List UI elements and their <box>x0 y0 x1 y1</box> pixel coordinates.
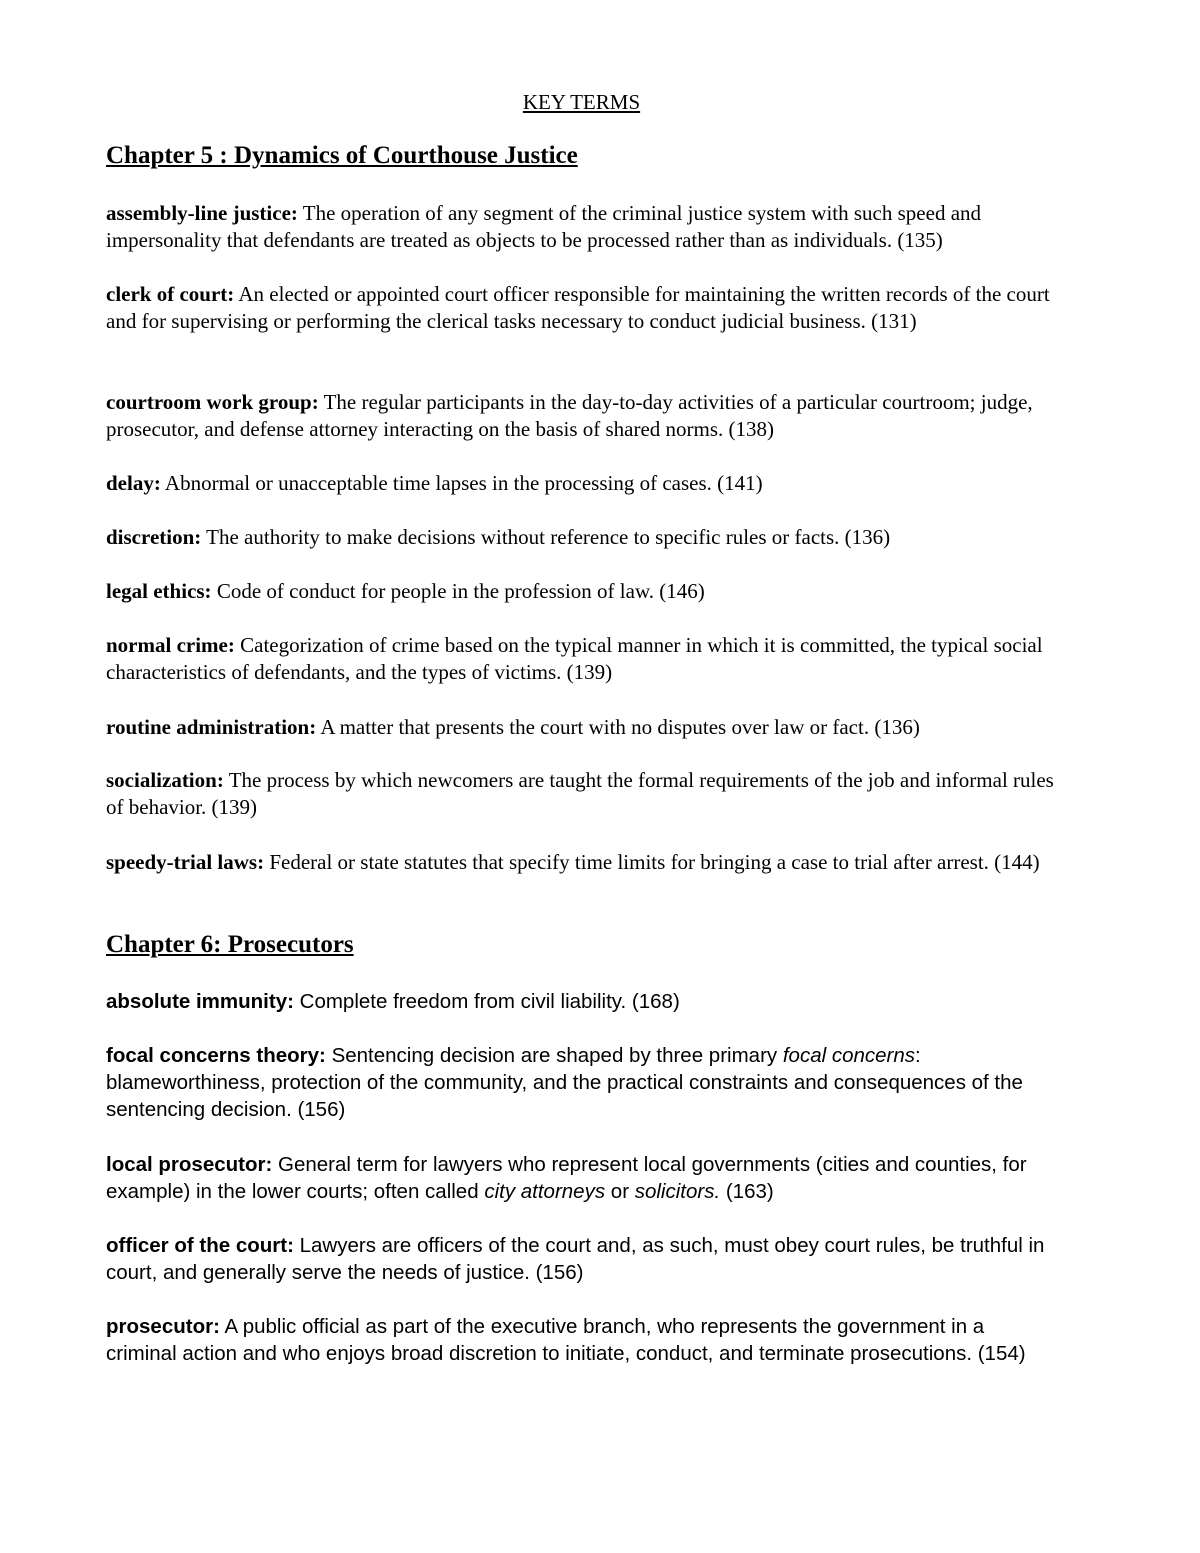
definition: Abnormal or unacceptable time lapses in the processing of cases. (141) <box>164 471 763 495</box>
term: clerk of court: <box>106 282 235 306</box>
definition-text: (163) <box>720 1180 774 1203</box>
term: courtroom work group: <box>106 390 319 414</box>
definition: The authority to make decisions without reference to specific rules or facts. (136) <box>206 525 891 549</box>
glossary-entry-discretion <box>106 524 1066 551</box>
glossary-entry-speedy-trial-laws <box>106 849 1066 876</box>
definition-text: General term for lawyers who represent local governments (cities and counties, for example) in the lower courts; often called <box>106 1153 1027 1203</box>
glossary-entry-local-prosecutor <box>106 1151 1051 1205</box>
term: prosecutor: <box>106 1315 220 1338</box>
definition: A public official as part of the executive branch, who represents the government in a criminal action and who enjoys broad discretion to initiate, conduct, and terminate prosecutions. (154) <box>106 1315 1026 1365</box>
glossary-entry-absolute-immunity <box>106 988 1051 1015</box>
definition: A matter that presents the court with no disputes over law or fact. (136) <box>320 715 920 739</box>
chapter-5-heading: Chapter 5 : Dynamics of Courthouse Justice <box>106 142 578 169</box>
glossary-entry-officer-of-the-court <box>106 1232 1051 1286</box>
definition-emphasis: focal concerns <box>782 1044 916 1067</box>
term: socialization: <box>106 768 224 792</box>
glossary-entry-routine-administration <box>106 714 1066 741</box>
glossary-entry-socialization <box>106 767 1066 821</box>
glossary-entry-courtroom-work-group <box>106 389 1066 443</box>
definition-emphasis: city attorneys <box>484 1180 606 1203</box>
glossary-entry-delay <box>106 470 1066 497</box>
definition: Code of conduct for people in the profession of law. (146) <box>216 579 705 603</box>
definition: Lawyers are officers of the court and, as such, must obey court rules, be truthful in court, and generally serve the needs of justice. (156) <box>106 1234 1045 1284</box>
definition: Categorization of crime based on the typical manner in which it is committed, the typical social characteristics of defendants, and the types of victims. (139) <box>106 633 1043 684</box>
term: focal concerns theory: <box>106 1044 326 1067</box>
chapter-6-heading: Chapter 6: Prosecutors <box>106 931 354 958</box>
definition: The operation of any segment of the criminal justice system with such speed and impersonality that defendants are treated as objects to be processed rather than as individuals. (135) <box>106 201 982 252</box>
definition: An elected or appointed court officer responsible for maintaining the written records of the court and for supervising or performing the clerical tasks necessary to conduct judicial business. (131) <box>106 282 1050 333</box>
term: absolute immunity: <box>106 990 294 1013</box>
term: local prosecutor: <box>106 1153 273 1176</box>
definition-text: : blameworthiness, protection of the community, and the practical constraints and consequences of the sentencing decision. (156) <box>106 1044 1023 1121</box>
definition: The process by which newcomers are taught the formal requirements of the job and informal rules of behavior. (139) <box>106 768 1054 819</box>
glossary-entry-legal-ethics <box>106 578 1066 605</box>
term: delay: <box>106 471 161 495</box>
document-title: KEY TERMS <box>522 90 641 114</box>
definition-text: or <box>605 1180 635 1203</box>
definition: The regular participants in the day-to-day activities of a particular courtroom; judge, prosecutor, and defense attorney interacting on the basis of shared norms. (138) <box>106 390 1033 441</box>
glossary-entry-normal-crime <box>106 632 1066 686</box>
definition: Complete freedom from civil liability. (168) <box>299 990 680 1013</box>
definition: Federal or state statutes that specify time limits for bringing a case to trial after arrest. (144) <box>269 850 1040 874</box>
glossary-entry-prosecutor <box>106 1313 1051 1367</box>
term: normal crime: <box>106 633 235 657</box>
term: officer of the court: <box>106 1234 294 1257</box>
glossary-entry-focal-concerns-theory <box>106 1042 1051 1123</box>
term: routine administration: <box>106 715 317 739</box>
term: assembly-line justice: <box>106 201 298 225</box>
term: legal ethics: <box>106 579 212 603</box>
glossary-entry-assembly-line-justice <box>106 200 1066 254</box>
term: speedy-trial laws: <box>106 850 265 874</box>
definition-text: Sentencing decision are shaped by three primary <box>331 1044 783 1067</box>
definition-emphasis: solicitors. <box>634 1180 721 1203</box>
term: discretion: <box>106 525 202 549</box>
glossary-entry-clerk-of-court <box>106 281 1066 335</box>
